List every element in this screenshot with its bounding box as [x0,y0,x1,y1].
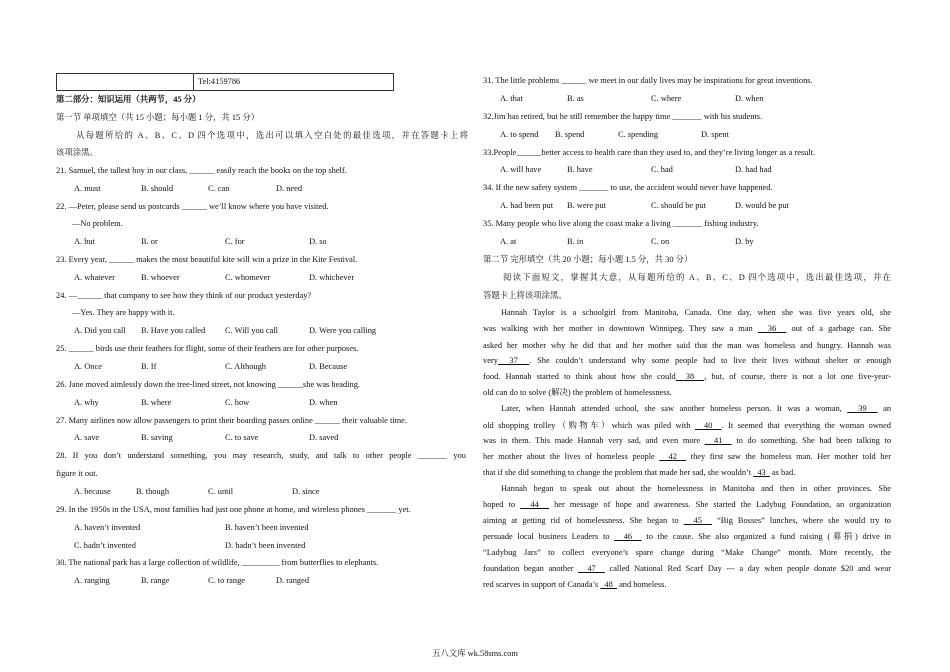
cloze-blank: 45 [683,516,713,525]
passage-line: asked her mother why he did that and her mother said that the man was homeless and hungry. Hannah was [483,341,891,350]
cloze-blank: 41 [704,436,732,445]
header-table [56,73,394,91]
q26-option-c: C. how [225,398,250,407]
question-25: 25. ______ birds use their feathers for flight, some of their feathers are for other purposes. [56,344,359,353]
section-title: 第二部分：知识运用（共两节，45 分） [56,95,201,104]
q24-option-b: B. Have you called [141,326,206,335]
q27-option-b: B. saving [141,433,173,442]
cloze-blank: 42 [659,452,687,461]
question-22: 22. —Peter, please send us postcards ______ we’ll know where you have visited. [56,202,329,211]
passage-line: red scarves in support of Canada’s 48 and homeless. [483,580,667,589]
passage-line: Later, when Hannah attended school, she saw another homeless person. It was a woman, 39 an [501,404,892,413]
passage-line: food. Hannah started to think about how she could 38 , but, of course, there is not a lot one five-year- [483,372,891,381]
q33-option-b: B. have [567,165,593,174]
q30-option-d: D. ranged [276,576,310,585]
passage-line: “Ladybug Jars” to collect everyone’s spare change during “Make Change” month. More recently, the [483,548,891,557]
question-22-reply: —No problem. [72,219,123,228]
cloze-blank: 44 [520,500,549,509]
part1-instruction-cont: 该项涂黑。 [56,148,98,157]
q23-option-b: B. whoever [141,273,180,282]
passage-line: her mother about the lives of homeless people 42 they first saw the homeless man. Her mother told her [483,452,891,461]
q35-option-d: D. by [735,237,754,246]
q32-option-c: C. spending [618,130,659,139]
q24-option-d: D. Were you calling [309,326,377,335]
question-34: 34. If the new safety system _______ to use, the accident would never have happened. [483,183,773,192]
part2-instruction-cont: 答题卡上将该项涂黑。 [483,291,567,300]
tel-cell: Tel:4159786 [193,74,240,90]
q24-option-c: C. Will you call [225,326,279,335]
part1-instruction: 从每题所给的 A、B、C、D 四个选项中，选出可以填入空白处的最佳选项，并在答题卡上将 [76,131,468,140]
passage-line: Hannah Taylor is a schoolgirl from Manitoba, Canada. One day, when she was five years old, she [501,308,891,317]
q28-option-b: B. though [136,487,170,496]
q30-option-a: A. ranging [74,576,110,585]
q34-option-a: A. had been put [500,201,554,210]
q26-option-d: D. when [309,398,338,407]
question-31: 31. The little problems ______ we meet in our daily lives may be inspirations for great inventions. [483,76,813,85]
passage-line: Hannah began to speak out about the homelessness in Manitoba and then in other provinces. She [501,484,891,493]
q28-option-c: C. until [208,487,234,496]
passage-line: aiming at getting rid of homelessness. She began to 45 “Big Bosses” lunches, where she would try to [483,516,891,525]
q32-option-a: A. to spend [500,130,539,139]
q35-option-b: B. in [567,237,584,246]
cloze-blank: 37 [497,356,530,365]
part2-instruction: 阅读下面短文，掌握其大意，从每题所给的 A、B、C、D 四个选项中，选出最佳选项，并在 [503,273,891,282]
passage-line: old can do to solve (解决) the problem of homelessness. [483,388,672,397]
cloze-blank: 38 [675,372,705,381]
question-28-cont: figure it out. [56,469,98,478]
q23-option-d: D. whichever [309,273,355,282]
question-21: 21. Samuel, the tallest boy in our class, ______ easily reach the books on the top shelf. [56,166,347,175]
question-28: 28. If you don’t understand something, you may research, study, and talk to other people _______ you [56,451,466,460]
cloze-blank: 36 [757,324,787,333]
passage-line: foundation began another 47 called National Red Scarf Day --- a day when people donate $20 and wear [483,564,891,573]
q31-option-c: C. where [651,94,682,103]
passage-line: that if she did something to change the problem that made her sad, she wouldn’t 43 as bad. [483,468,796,477]
q27-option-a: A. save [74,433,100,442]
q31-option-b: B. as [567,94,584,103]
footer-watermark: 五八文库 wk.58sms.com [432,649,518,658]
q29-option-a: A. haven’t invented [74,523,141,532]
q25-option-d: D. Because [309,362,348,371]
q33-option-d: D. had had [735,165,772,174]
question-35: 35. Many people who live along the coast make a living _______ fishing industry. [483,219,759,228]
q35-option-a: A. at [500,237,517,246]
q25-option-a: A. Once [74,362,102,371]
question-32: 32.Jim has retired, but he still remember the happy time _______ with his students. [483,112,763,121]
part1-title: 第一节 单项填空（共 15 小题；每小题 1 分，共 15 分） [56,113,260,122]
q34-option-c: C. should be put [651,201,706,210]
q26-option-b: B. where [141,398,172,407]
q21-option-a: A. must [74,184,101,193]
passage-line: very 37 . She couldn’t understand why some people had to live their lives without shelter or enough [483,356,892,365]
q22-option-d: D. so [309,237,327,246]
question-26: 26. Jane moved aimlessly down the tree-lined street, not knowing ______she was heading. [56,380,360,389]
q22-option-c: C. for [225,237,245,246]
q31-option-a: A. that [500,94,523,103]
q29-option-b: B. haven’t been invented [225,523,309,532]
q33-option-a: A. will have [500,165,542,174]
passage-line: was in them. This made Hannah very sad, and even more 41 to do something. She had been talking to [483,436,892,445]
q28-option-d: D. since [292,487,320,496]
passage-line: old shopping trolley（购物车）which was piled with 40 . It seemed that everything the woman owned [483,421,891,430]
q34-option-d: D. would be put [735,201,789,210]
q32-option-b: B. spend [555,130,585,139]
q26-option-a: A. why [74,398,99,407]
q34-option-b: B. were put [567,201,606,210]
cloze-blank: 40 [694,421,722,430]
q21-option-c: C. can [208,184,230,193]
q22-option-b: B. or [141,237,158,246]
q21-option-d: D. need [276,184,303,193]
cloze-blank: 46 [614,532,642,541]
passage-line: hoped to 44 her message of hope and awareness. She started the Ladybug Foundation, an organization [483,500,892,509]
question-27: 27. Many airlines now allow passengers to print their boarding passes online ______ their valuable time. [56,416,407,425]
q21-option-b: B. should [141,184,174,193]
passage-line: persuade local business Leaders to 46 to the cause. She also organized a fund raising (募捐) drive in [483,532,891,541]
question-23: 23. Every year, ______ makes the most beautiful kite will win a prize in the Kite Festival. [56,255,358,264]
question-29: 29. In the 1950s in the USA, most families had just one phone at home, and wireless phones _______ yet. [56,505,411,514]
question-24: 24. —______ that company to see how they think of our product yesterday? [56,291,312,300]
q23-option-c: C. whomever [225,273,271,282]
q29-option-d: D. hadn’t been invented [225,541,306,550]
q31-option-d: D. when [735,94,764,103]
question-24-reply: —Yes. They are happy with it. [72,308,175,317]
q25-option-b: B. If [141,362,157,371]
q28-option-a: A. because [74,487,111,496]
q22-option-a: A. but [74,237,95,246]
cloze-blank: 48 [600,580,617,589]
q27-option-c: C. to save [225,433,259,442]
cloze-blank: 47 [578,564,605,573]
cloze-blank: 43 [753,468,770,477]
q30-option-c: C. to range [208,576,245,585]
q35-option-c: C. on [651,237,670,246]
passage-line: was walking with her mother in downtown Winnipeg. They saw a man 36 out of a garbage can. She [483,324,891,333]
q30-option-b: B. range [141,576,170,585]
q25-option-c: C. Although [225,362,266,371]
cloze-blank: 39 [847,404,878,413]
q27-option-d: D. saved [309,433,339,442]
q24-option-a: A. Did you call [74,326,126,335]
q29-option-c: C. hadn’t invented [74,541,136,550]
q23-option-a: A. whatever [74,273,115,282]
q33-option-c: C. had [651,165,673,174]
part2-title: 第二节 完形填空（共 20 小题；每小题 1.5 分，共 30 分） [483,255,693,264]
question-30: 30. The national park has a large collection of wildlife, _________ from butterflies to elephants. [56,558,379,567]
q32-option-d: D. spent [701,130,729,139]
question-33: 33.People______better access to health care than they used to, and they’re living longer as a result. [483,148,816,157]
